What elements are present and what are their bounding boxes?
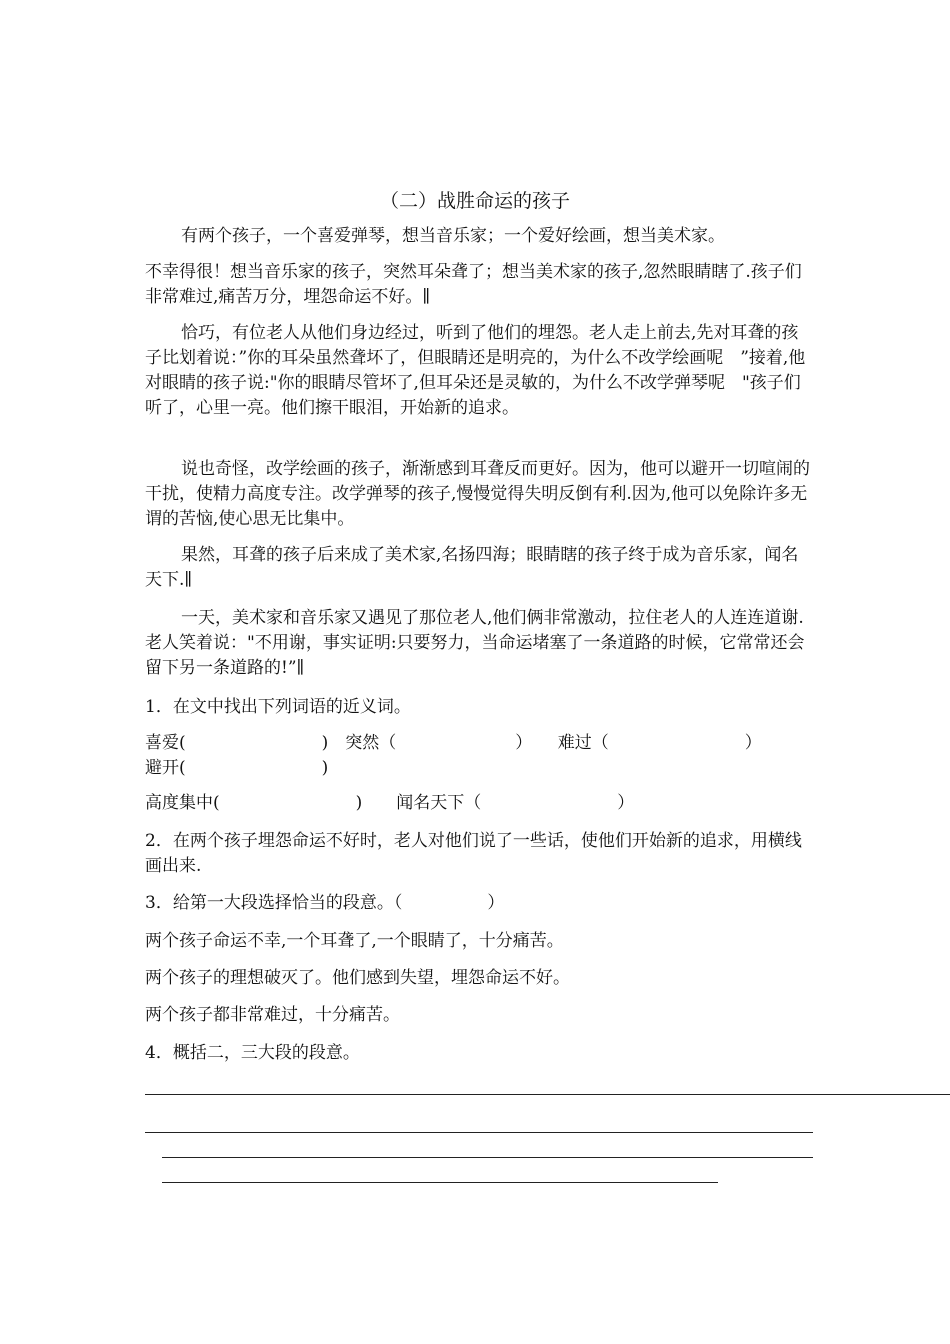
- question-3-option-3: 两个孩子都非常难过，十分痛苦。: [145, 1005, 400, 1025]
- question-1-row-3: 高度集中( ) 闻名天下（ ）: [145, 793, 635, 813]
- paragraph-5: 果然，耳聋的孩子后来成了美术家,名扬四海；眼睛瞎的孩子终于成为音乐家，闻名天下.∥: [145, 545, 799, 590]
- question-3-prompt: 3．给第一大段选择恰当的段意。（ ）: [145, 893, 505, 913]
- question-1-prompt: 1．在文中找出下列词语的近义词。: [145, 697, 411, 717]
- page-title: （二）战胜命运的孩子: [379, 190, 570, 212]
- question-1-row-1: 喜爱( ) 突然（ ） 难过（ ）: [145, 733, 762, 753]
- paragraph-1: 有两个孩子，一个喜爱弹琴，想当音乐家；一个爱好绘画，想当美术家。: [181, 226, 725, 246]
- answer-line-3[interactable]: [162, 1157, 813, 1158]
- question-2: 2．在两个孩子埋怨命运不好时，老人对他们说了一些话，使他们开始新的追求，用横线画出来.: [145, 831, 802, 876]
- paragraph-6: 一天，美术家和音乐家又遇见了那位老人,他们俩非常激动，拉住老人的人连连道谢.老人笑着说："不用谢，事实证明:只要努力，当命运堵塞了一条道路的时候，它常常还会留下另一条道路的!”∥: [145, 608, 805, 678]
- paragraph-2: 不幸得很！想当音乐家的孩子，突然耳朵聋了；想当美术家的孩子,忽然眼睛瞎了.孩子们非常难过,痛苦万分，埋怨命运不好。∥: [145, 262, 802, 307]
- question-1-row-2: 避开( ): [145, 758, 329, 778]
- answer-line-1[interactable]: [145, 1094, 950, 1095]
- question-3-option-2: 两个孩子的理想破灭了。他们感到失望，埋怨命运不好。: [145, 968, 570, 988]
- answer-line-2[interactable]: [145, 1132, 813, 1133]
- paragraph-4: 说也奇怪，改学绘画的孩子，渐渐感到耳聋反而更好。因为，他可以避开一切喧闹的干扰，使精力高度专注。改学弹琴的孩子,慢慢觉得失明反倒有利.因为,他可以免除许多无谓的苦恼,使心思无比集中。: [145, 459, 810, 529]
- answer-line-4[interactable]: [162, 1182, 718, 1183]
- paragraph-3: 恰巧，有位老人从他们身边经过，听到了他们的埋怨。老人走上前去,先对耳聋的孩子比划着说：”你的耳朵虽然聋坏了，但眼睛还是明亮的，为什么不改学绘画呢 ”接着,他对眼睛的孩子说:"你的眼睛尽管坏了,但耳朵还是灵敏的，为什么不改学弹琴呢 "孩子们听了，心里一亮。他们擦干眼泪，开始新的追求。: [145, 323, 806, 418]
- question-4-prompt: 4．概括二，三大段的段意。: [145, 1043, 360, 1063]
- question-3-option-1: 两个孩子命运不幸,一个耳聋了,一个眼睛了，十分痛苦。: [145, 931, 564, 951]
